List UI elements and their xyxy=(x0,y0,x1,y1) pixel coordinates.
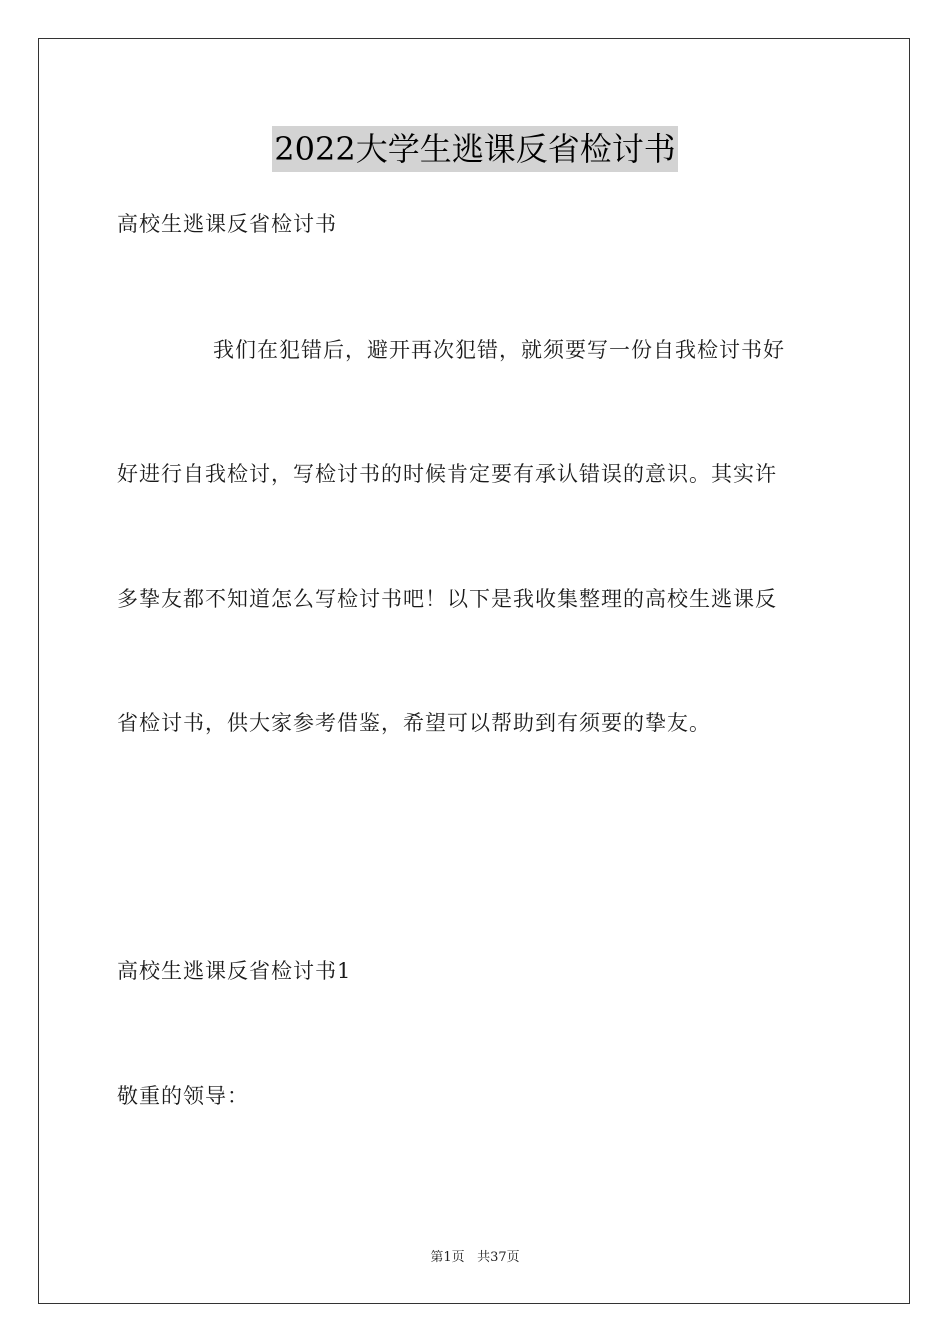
footer-total-pages: 共37页 xyxy=(477,1250,520,1265)
paragraph-line-4: 省检讨书，供大家参考借鉴，希望可以帮助到有须要的挚友。 xyxy=(117,711,711,735)
document-subtitle: 高校生逃课反省检讨书 xyxy=(117,212,337,236)
title-container xyxy=(0,126,950,172)
document-title: 2022大学生逃课反省检讨书 xyxy=(272,126,677,172)
section-heading: 高校生逃课反省检讨书1 xyxy=(117,959,352,983)
salutation: 敬重的领导： xyxy=(117,1084,249,1108)
page-footer xyxy=(0,1246,950,1265)
paragraph-line-2: 好进行自我检讨，写检讨书的时候肯定要有承认错误的意识。其实许 xyxy=(117,462,777,486)
paragraph-line-1: 我们在犯错后，避开再次犯错，就须要写一份自我检讨书好 xyxy=(213,338,785,362)
paragraph-line-3: 多挚友都不知道怎么写检讨书吧！以下是我收集整理的高校生逃课反 xyxy=(117,587,777,611)
footer-page-number: 第1页 xyxy=(430,1250,465,1265)
